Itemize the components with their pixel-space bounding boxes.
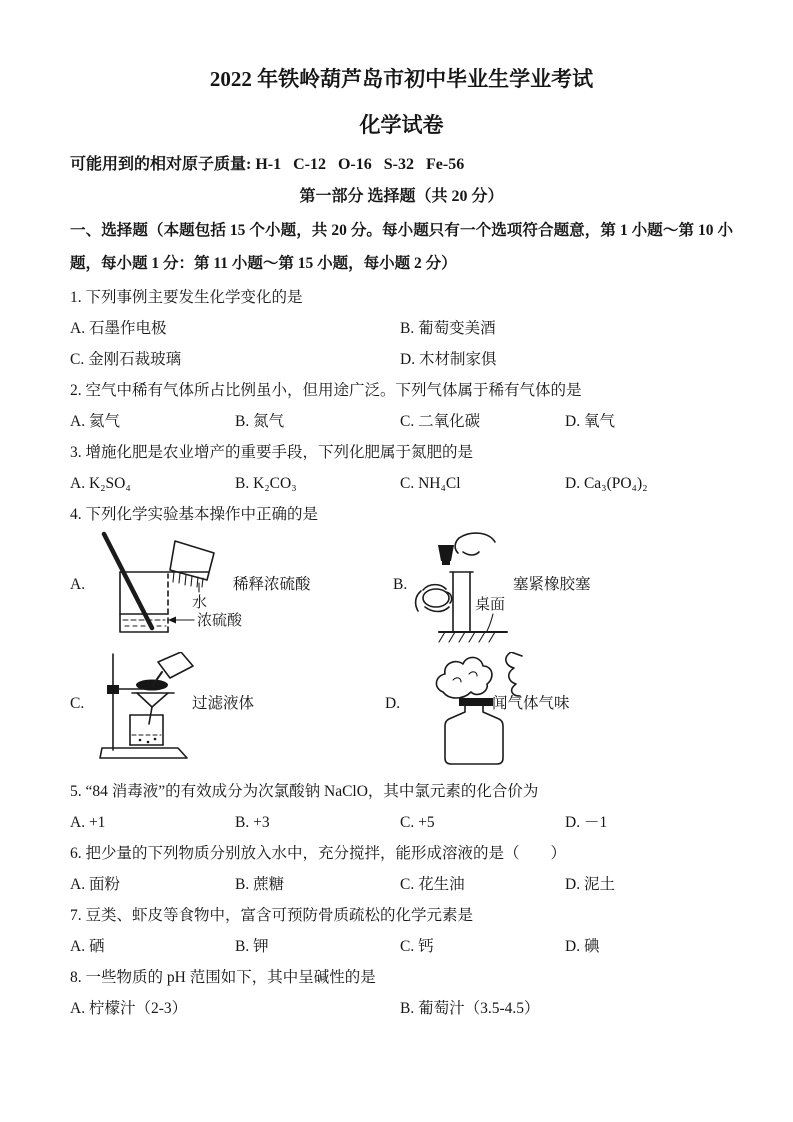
q4-option-b: [393, 530, 733, 652]
question-2-stem: 2. 空气中稀有气体所占比例虽小，但用途广泛。下列气体属于稀有气体的是: [70, 382, 582, 399]
question-1-options-row-2: [70, 344, 733, 375]
water-label: 水: [192, 595, 208, 611]
q2-option-b: B. 氮气: [235, 413, 285, 430]
question-4: [70, 499, 733, 776]
question-8-stem: 8. 一些物质的 pH 范围如下，其中呈碱性的是: [70, 969, 376, 986]
q4-option-a: [70, 530, 393, 652]
q1-option-d: D. 木材制家俱: [400, 351, 497, 368]
q4-option-a-caption: 稀释浓硫酸: [233, 576, 311, 593]
concentrated-sulfuric-acid-label: 浓硫酸: [197, 613, 243, 629]
q7-option-c: C. 钙: [400, 938, 434, 955]
question-8: [70, 962, 733, 1024]
q4-option-d-letter: D.: [385, 695, 401, 712]
q7-option-d: D. 碘: [565, 938, 600, 955]
question-3-stem: 3. 增施化肥是农业增产的重要手段，下列化肥属于氮肥的是: [70, 444, 474, 461]
q1-option-a: A. 石墨作电极: [70, 320, 167, 337]
question-5-stem: 5. “84 消毒液”的有效成分为次氯酸钠 NaClO，其中氯元素的化合价为: [70, 783, 539, 800]
question-2-options-row: [70, 406, 733, 437]
q4-option-c-letter: C.: [70, 695, 85, 712]
q7-option-b: B. 钾: [235, 938, 269, 955]
q2-option-c: C. 二氧化碳: [400, 413, 481, 430]
question-5: [70, 776, 733, 838]
q4-option-c: [70, 652, 385, 776]
q8-option-a: A. 柠檬汁（2-3）: [70, 1000, 188, 1017]
question-8-options-row: [70, 993, 733, 1024]
q7-option-a: A. 硒: [70, 938, 105, 955]
section-instructions: 一、选择题（本题包括 15 个小题，共 20 分。每小题只有一个选项符合题意，第 1 小题～第 10 小题，每小题 1 分：第 11 小题～第 15 小题，每小题 2 分）: [70, 222, 733, 272]
q5-option-d: D. －1: [565, 814, 608, 831]
question-4-diagram-row-1: [70, 530, 733, 652]
question-7: [70, 900, 733, 962]
q4-option-c-caption: 过滤液体: [192, 695, 255, 712]
q4-option-a-letter: A.: [70, 576, 86, 593]
q5-option-a: A. +1: [70, 814, 106, 831]
part-one-heading: 第一部分 选择题（共 20 分）: [299, 188, 504, 205]
q4-option-d-caption: 闻气体气味: [492, 695, 570, 712]
q5-option-c: C. +5: [400, 814, 435, 831]
q5-option-b: B. +3: [235, 814, 270, 831]
question-6-stem: 6. 把少量的下列物质分别放入水中，充分搅拌，能形成溶液的是（ ）: [70, 845, 567, 862]
q2-option-a: A. 氦气: [70, 413, 120, 430]
q4-option-b-letter: B.: [393, 576, 408, 593]
q3-option-a: A. K₂SO₄: [70, 475, 131, 492]
question-6-options-row: [70, 869, 733, 900]
q1-option-b: B. 葡萄变美酒: [400, 320, 496, 337]
exam-subtitle: 化学试卷: [359, 113, 444, 137]
exam-title: 2022 年铁岭葫芦岛市初中毕业生学业考试: [209, 67, 594, 91]
q4-option-b-caption: 塞紧橡胶塞: [513, 576, 591, 593]
question-4-stem: 4. 下列化学实验基本操作中正确的是: [70, 506, 319, 523]
q6-option-d: D. 泥土: [565, 876, 615, 893]
q3-option-d: D. Ca₃(PO₄)₂: [565, 475, 648, 492]
question-7-options-row: [70, 931, 733, 962]
table-surface-label: 桌面: [475, 597, 506, 613]
question-1-stem: 1. 下列事例主要发生化学变化的是: [70, 289, 303, 306]
question-2: [70, 375, 733, 437]
question-1-options-row-1: [70, 313, 733, 344]
q6-option-c: C. 花生油: [400, 876, 465, 893]
q6-option-b: B. 蔗糖: [235, 876, 285, 893]
smell-gas-diagram: [425, 652, 535, 776]
atomic-mass-note: 可能用到的相对原子质量: H-1 C-12 O-16 S-32 Fe-56: [70, 156, 465, 173]
question-6: [70, 838, 733, 900]
question-1: [70, 282, 733, 375]
question-7-stem: 7. 豆类、虾皮等食物中，富含可预防骨质疏松的化学元素是: [70, 907, 474, 924]
q3-option-c: C. NH₄Cl: [400, 475, 461, 492]
q6-option-a: A. 面粉: [70, 876, 120, 893]
question-3-options-row: [70, 468, 733, 499]
q4-option-d: [385, 652, 733, 776]
q1-option-c: C. 金刚石裁玻璃: [70, 351, 182, 368]
q2-option-d: D. 氧气: [565, 413, 615, 430]
q3-option-b: B. K₂CO₃: [235, 475, 297, 492]
question-5-options-row: [70, 807, 733, 838]
q8-option-b: B. 葡萄汁（3.5-4.5）: [400, 1000, 540, 1017]
filtration-diagram: [90, 652, 260, 776]
question-3: [70, 437, 733, 499]
question-4-diagram-row-2: [70, 652, 733, 776]
